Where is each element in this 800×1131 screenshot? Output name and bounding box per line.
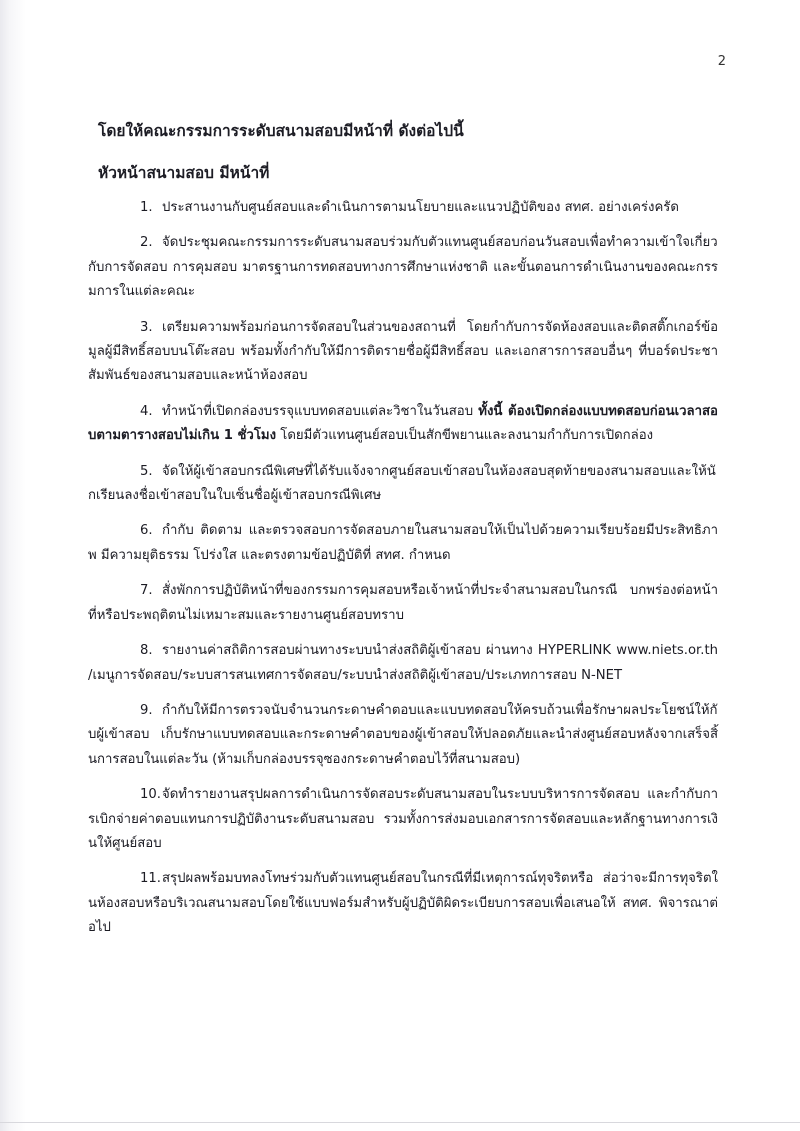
duty-number: 10. bbox=[140, 787, 161, 803]
duty-text: จัดให้ผู้เข้าสอบกรณีพิเศษที่ได้รับแจ้งจากศูนย์สอบเข้าสอบในห้องสอบสุดท้ายของสนามสอบและให้นักเรียนลงชื่อเข้าสอบในใบเซ็นชื่อผู้เข้าสอบกรณีพิเศษ bbox=[88, 463, 716, 504]
duty-number: 5. bbox=[140, 463, 153, 479]
duty-text-emphasis: ทั้งนี้ ต้องเปิดกล่องแบบทดสอบก่อนเวลาสอบตามตารางสอบไม่เกิน 1 ชั่วโมง bbox=[88, 403, 718, 444]
document-body bbox=[88, 118, 718, 952]
duty-item-10 bbox=[88, 783, 718, 856]
duty-text: กำกับให้มีการตรวจนับจำนวนกระดาษคำตอบและแบบทดสอบให้ครบถ้วนเพื่อรักษาผลประโยชน์ให้กับผู้เข้าสอบ เก็บรักษาแบบทดสอบและกระดาษคำตอบของผู้เข้าสอบให้ปลอดภัยและนำส่งศูนย์สอบหลังจากเสร็จสิ้นการสอบในแต่ละวัน (ห้ามเก็บกล่องบรรจุซองกระดาษคำตอบไว้ที่สนามสอบ) bbox=[88, 702, 718, 767]
duty-item-8 bbox=[88, 639, 718, 688]
duty-number: 8. bbox=[140, 643, 153, 659]
duty-text: สั่งพักการปฏิบัติหน้าที่ของกรรมการคุมสอบหรือเจ้าหน้าที่ประจำสนามสอบในกรณี บกพร่องต่อหน้าที่หรือประพฤติตนไม่เหมาะสมและรายงานศูนย์สอบทราบ bbox=[88, 583, 718, 623]
duty-item-9 bbox=[88, 699, 718, 772]
duty-text: กำกับ ติดตาม และตรวจสอบการจัดสอบภายในสนามสอบให้เป็นไปด้วยความเรียบร้อยมีประสิทธิภาพ มีความยุติธรรม โปร่งใส และตรงตามข้อปฏิบัติที่ สทศ. กำหนด bbox=[88, 523, 718, 563]
duty-item-5 bbox=[88, 460, 718, 509]
intro-heading: โดยให้คณะกรรมการระดับสนามสอบมีหน้าที่ ดังต่อไปนี้ bbox=[98, 122, 464, 140]
duty-text: ประสานงานกับศูนย์สอบและดำเนินการตามนโยบายและแนวปฏิบัติของ สทศ. อย่างเคร่งครัด bbox=[162, 200, 679, 215]
duty-item-4 bbox=[88, 400, 718, 449]
duty-number: 4. bbox=[140, 403, 153, 419]
page-number: 2 bbox=[717, 54, 726, 69]
duty-text: จัดทำรายงานสรุปผลการดำเนินการจัดสอบระดับสนามสอบในระบบบริหารการจัดสอบ และกำกับการเบิกจ่ายค่าตอบแทนการปฏิบัติงานระดับสนามสอบ รวมทั้งการส่งมอบเอกสารการจัดสอบและหลักฐานทางการเงินให้ศูนย์สอบ bbox=[88, 787, 718, 851]
duty-text: เตรียมความพร้อมก่อนการจัดสอบในส่วนของสถานที่ โดยกำกับการจัดห้องสอบและติดสติ๊กเกอร์ข้อมูลผู้มีสิทธิ์สอบบนโต๊ะสอบ พร้อมทั้งกำกับให้มีการติดรายชื่อผู้มีสิทธิ์สอบ และเอกสารการสอบอื่นๆ ที่บอร์ดประชาสัมพันธ์ของสนามสอบและหน้าห้องสอบ bbox=[88, 319, 718, 384]
duty-text: จัดประชุมคณะกรรมการระดับสนามสอบร่วมกับตัวแทนศูนย์สอบก่อนวันสอบเพื่อทำความเข้าใจเกี่ยวกับการจัดสอบ การคุมสอบ มาตรฐานการทดสอบทางการศึกษาแห่งชาติ และขั้นตอนการดำเนินงานของคณะกรรมการในแต่ละคณะ bbox=[88, 235, 718, 300]
duty-item-3 bbox=[88, 316, 718, 389]
duty-number: 11. bbox=[140, 871, 161, 887]
duty-item-1 bbox=[88, 196, 718, 220]
duty-text: สรุปผลพร้อมบทลงโทษร่วมกับตัวแทนศูนย์สอบในกรณีที่มีเหตุการณ์ทุจริตหรือ ส่อว่าจะมีการทุจริตในห้องสอบหรือบริเวณสนามสอบโดยใช้แบบฟอร์มสำหรับผู้ปฏิบัติผิดระเบียบการสอบเพื่อเสนอให้ สทศ. พิจารณาต่อไป bbox=[88, 871, 718, 936]
duty-text: ทำหน้าที่เปิดกล่องบรรจุแบบทดสอบแต่ละวิชาในวันสอบ bbox=[162, 403, 479, 419]
duty-number: 2. bbox=[140, 235, 153, 251]
section-title: หัวหน้าสนามสอบ มีหน้าที่ bbox=[98, 164, 270, 182]
duty-number: 9. bbox=[140, 702, 153, 718]
duty-item-2 bbox=[88, 231, 718, 304]
duty-number: 3. bbox=[140, 319, 153, 335]
duty-item-7 bbox=[88, 579, 718, 628]
duty-item-6 bbox=[88, 519, 718, 568]
duty-text: รายงานค่าสถิติการสอบผ่านทางระบบนำส่งสถิติผู้เข้าสอบ ผ่านทาง HYPERLINK www.niets.or.th /เมนูการจัดสอบ/ระบบสารสนเทศการจัดสอบ/ระบบนำส่งสถิติผู้เข้าสอบ/ประเภทการสอบ N-NET bbox=[88, 643, 718, 683]
duty-text-continued: โดยมีตัวแทนศูนย์สอบเป็นสักขีพยานและลงนามกำกับการเปิดกล่อง bbox=[276, 428, 654, 444]
duty-number: 1. bbox=[140, 200, 153, 215]
duty-item-11 bbox=[88, 867, 718, 940]
duty-number: 6. bbox=[140, 523, 153, 539]
duty-number: 7. bbox=[140, 583, 153, 599]
scan-bottom-edge bbox=[0, 1122, 800, 1123]
